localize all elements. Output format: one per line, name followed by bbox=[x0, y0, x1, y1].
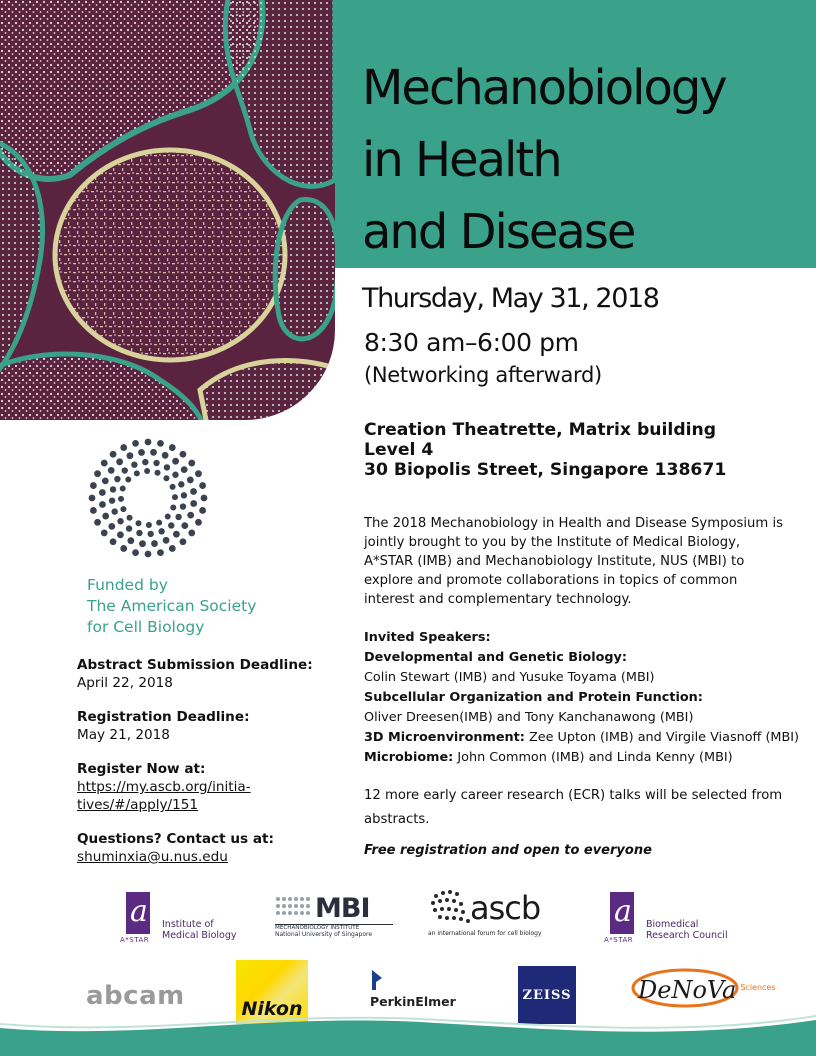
venue-address bbox=[364, 420, 726, 480]
speaker-names: John Common (IMB) and Linda Kenny (MBI) bbox=[453, 750, 733, 765]
speaker-names: Colin Stewart (IMB) and Yusuke Toyama (MBI) bbox=[364, 670, 655, 685]
registration-deadline-label: Registration Deadline: bbox=[77, 709, 250, 725]
brc-name-line: Research Council bbox=[646, 930, 728, 941]
abstract-deadline bbox=[77, 656, 317, 692]
networking-note: (Networking afterward) bbox=[364, 363, 602, 387]
mbi-university: National University of Singapore bbox=[275, 931, 373, 938]
contact-email-link[interactable]: shuminxia@u.nus.edu bbox=[77, 849, 228, 865]
registration-deadline-date: May 21, 2018 bbox=[77, 727, 170, 743]
perkinelmer-logo bbox=[370, 968, 470, 1016]
abstract-deadline-label: Abstract Submission Deadline: bbox=[77, 657, 313, 673]
funding-line-1: Funded by bbox=[87, 576, 168, 594]
hero-cell-image bbox=[0, 0, 335, 420]
bottom-wave bbox=[0, 1010, 816, 1056]
brc-name-line: Biomedical bbox=[646, 919, 699, 930]
ecr-note: 12 more early career research (ECR) talks will be selected from abstracts. bbox=[364, 788, 783, 827]
imb-name-line: Medical Biology bbox=[162, 930, 237, 941]
register-label: Register Now at: bbox=[77, 761, 206, 777]
venue-line-2: Level 4 bbox=[364, 440, 434, 460]
speaker-line bbox=[364, 748, 804, 768]
denova-wordmark: DeNoVa bbox=[638, 976, 737, 1004]
abcam-logo: abcam bbox=[86, 981, 185, 1011]
imb-logo bbox=[120, 890, 260, 950]
contact bbox=[77, 830, 317, 866]
speaker-line bbox=[364, 728, 804, 748]
mbi-logo bbox=[275, 893, 395, 948]
mbi-subtitle: MECHANOBIOLOGY INSTITUTE bbox=[275, 924, 393, 931]
symposium-description: The 2018 Mechanobiology in Health and Disease Symposium is jointly brought to you by the Institute of Medical Biology, A*STAR (IMB) and Mechanobiology Institute, NUS (MBI) to explore and promote collaborations in topics of common interest and complementary technology. bbox=[364, 516, 783, 607]
nikon-wordmark: Nikon bbox=[241, 998, 303, 1020]
brc-logo bbox=[604, 890, 744, 950]
title-line-2: in Health bbox=[362, 132, 561, 188]
speakers-heading: Invited Speakers: bbox=[364, 630, 491, 645]
funding-line-3: for Cell Biology bbox=[87, 618, 205, 636]
free-registration-note: Free registration and open to everyone bbox=[364, 843, 652, 858]
registration-deadline bbox=[77, 708, 317, 744]
invited-speakers bbox=[364, 628, 804, 768]
perkinelmer-wordmark: PerkinElmer bbox=[370, 994, 456, 1009]
register-now bbox=[77, 760, 317, 814]
abstract-deadline-date: April 22, 2018 bbox=[77, 675, 173, 691]
register-link[interactable]: https://my.ascb.org/initia- bbox=[77, 779, 251, 795]
page-title bbox=[362, 52, 802, 268]
funding-line-2: The American Society bbox=[87, 597, 257, 615]
denova-sub: Sciences bbox=[740, 982, 776, 992]
ascb-wordmark: ascb bbox=[470, 889, 541, 927]
astar-a-icon: a A*STAR bbox=[604, 894, 634, 944]
venue-line-3: 30 Biopolis Street, Singapore 138671 bbox=[364, 460, 727, 480]
speaker-topic: Microbiome: bbox=[364, 750, 454, 765]
zeiss-wordmark: ZEISS bbox=[522, 987, 572, 1003]
perkinelmer-p-icon bbox=[370, 968, 388, 992]
imb-name-line: Institute of bbox=[162, 919, 214, 930]
mbi-dots-icon bbox=[275, 896, 315, 922]
event-date: Thursday, May 31, 2018 bbox=[362, 283, 659, 314]
venue-line-1: Creation Theatrette, Matrix building bbox=[364, 420, 717, 440]
astar-a-icon: a A*STAR bbox=[120, 894, 150, 944]
mbi-wordmark: MBI bbox=[315, 893, 370, 924]
speaker-names: Zee Upton (IMB) and Virgile Viasnoff (MBI) bbox=[524, 730, 800, 745]
cell-micrograph-illustration bbox=[0, 0, 335, 420]
ascb-logo-small bbox=[428, 888, 563, 946]
speaker-topic: 3D Microenvironment: bbox=[364, 730, 525, 745]
funding-credit bbox=[87, 575, 287, 638]
questions-label: Questions? Contact us at: bbox=[77, 831, 274, 847]
ascb-swirl-icon bbox=[428, 888, 474, 928]
title-line-3: and Disease bbox=[362, 204, 635, 260]
event-time: 8:30 am–6:00 pm bbox=[364, 328, 579, 357]
ascb-dots-icon bbox=[88, 438, 208, 558]
denova-logo bbox=[630, 966, 780, 1014]
deadlines-panel bbox=[77, 656, 317, 882]
speaker-topic: Developmental and Genetic Biology: bbox=[364, 650, 627, 665]
register-link[interactable]: tives/#/apply/151 bbox=[77, 797, 199, 813]
speaker-names: Oliver Dreesen(IMB) and Tony Kanchanawong (MBI) bbox=[364, 710, 694, 725]
speaker-topic: Subcellular Organization and Protein Function: bbox=[364, 690, 703, 705]
ascb-tagline: an international forum for cell biology bbox=[428, 930, 542, 937]
title-line-1: Mechanobiology bbox=[362, 60, 726, 116]
